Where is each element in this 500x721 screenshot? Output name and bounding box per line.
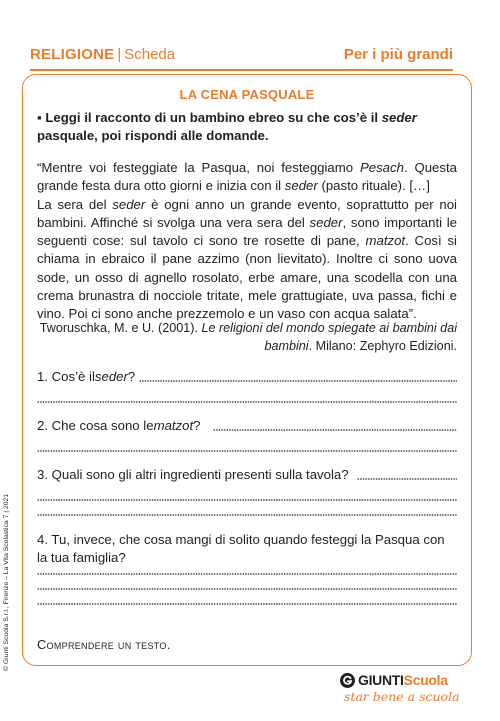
- question-4: [37, 531, 457, 605]
- quote-term: seder: [309, 214, 343, 230]
- quote-text: (pasto rituale). […]: [317, 178, 430, 194]
- quote-text: , sono importanti le seguenti cose: sul tavolo ci sono tre rosette di pane,: [37, 214, 457, 249]
- question-text: ?: [193, 418, 201, 433]
- answer-line[interactable]: [37, 514, 457, 516]
- quote-text: . Così si chiama in ebraico il pane azzimo (non lievitato). Inoltre ci sono uova sode, un osso di agnello rosolato, erbe amare, una scodella con una crema brunastra di nocciole tritate, mele grattugiate, uva passa, fichi e vino. Poi ci sono anche prezzemolo e un vaso con acqua salata”.: [37, 233, 457, 322]
- instruction-text-b: pasquale, poi rispondi alle domande.: [37, 128, 269, 143]
- subject-label: [30, 46, 175, 63]
- question-text: 2. Che cosa sono le: [37, 418, 154, 433]
- citation-work: Le religioni del mondo spiegate ai bambini dai bambini: [201, 321, 457, 353]
- question-term: matzot: [153, 418, 194, 433]
- instruction-text-a: Leggi il racconto di un bambino ebreo su che cos’è il: [45, 110, 382, 125]
- instruction: [37, 109, 457, 145]
- citation-authors: Tworuschka, M. e U. (2001).: [39, 321, 202, 335]
- question-text: 4. Tu, invece, che cosa mangi di solito quando festeggi la Pasqua con: [37, 532, 445, 547]
- quote-term: seder: [284, 178, 318, 194]
- quote-term: Pesach: [359, 160, 404, 175]
- question-text: 3. Quali sono gli altri ingredienti presenti sulla tavola?: [37, 467, 349, 482]
- answer-line[interactable]: [37, 603, 457, 605]
- citation-publisher: . Milano: Zephyro Edizioni.: [308, 338, 457, 353]
- answer-line[interactable]: [139, 380, 457, 382]
- question-text: ?: [127, 369, 136, 384]
- logo-g-icon: [340, 673, 355, 688]
- logo-giunti-text: GIUNTI: [358, 672, 404, 688]
- quote-text: è ogni anno un grande evento, soprattutto per noi bambini. Affinché si svolga una vera sera del: [37, 196, 457, 230]
- question-3: [37, 466, 457, 516]
- quote-text: “Mentre voi festeggiate la Pasqua, noi festeggiamo: [37, 160, 360, 175]
- answer-line[interactable]: [37, 573, 457, 575]
- answer-line[interactable]: [37, 499, 457, 501]
- source-citation: [37, 320, 457, 355]
- question-2: [37, 417, 457, 452]
- question-text: 1. Cos’è il: [37, 369, 95, 384]
- quote-term: seder: [112, 196, 146, 212]
- question-term: seder: [94, 369, 128, 384]
- story-quote: [37, 159, 457, 324]
- quote-term: matzot: [365, 233, 406, 249]
- answer-line[interactable]: [37, 401, 457, 403]
- instruction-emphasis: seder: [381, 110, 417, 125]
- bullet-icon: ▪: [37, 110, 42, 125]
- answer-line[interactable]: [37, 450, 457, 452]
- question-text: la tua famiglia?: [37, 550, 126, 565]
- copyright-notice: © Giunti Scuola S.r.l., Firenze – La Vita Scolastica 7 | 2021: [3, 493, 10, 671]
- question-1: [37, 368, 457, 403]
- section-name: Scheda: [124, 46, 176, 63]
- header-divider: [30, 69, 453, 71]
- header-separator: |: [117, 46, 122, 63]
- answer-line[interactable]: [213, 429, 458, 431]
- logo-scuola-text: Scuola: [403, 672, 448, 688]
- giunti-scuola-logo: [340, 672, 460, 712]
- logo-tagline: star bene a scuola: [344, 689, 460, 704]
- worksheet-card: [22, 74, 472, 666]
- worksheet-title: LA CENA PASQUALE: [179, 87, 315, 102]
- answer-line[interactable]: [37, 588, 457, 590]
- level-label: Per i più grandi: [343, 46, 453, 63]
- page-header: [30, 46, 453, 68]
- skill-label: Comprendere un testo.: [37, 637, 171, 652]
- subject-name: RELIGIONE: [30, 46, 115, 63]
- quote-text: . Questa grande festa dura otto giorni e inizia con il: [37, 160, 457, 194]
- answer-line[interactable]: [357, 478, 457, 480]
- quote-text: La sera del: [37, 196, 113, 212]
